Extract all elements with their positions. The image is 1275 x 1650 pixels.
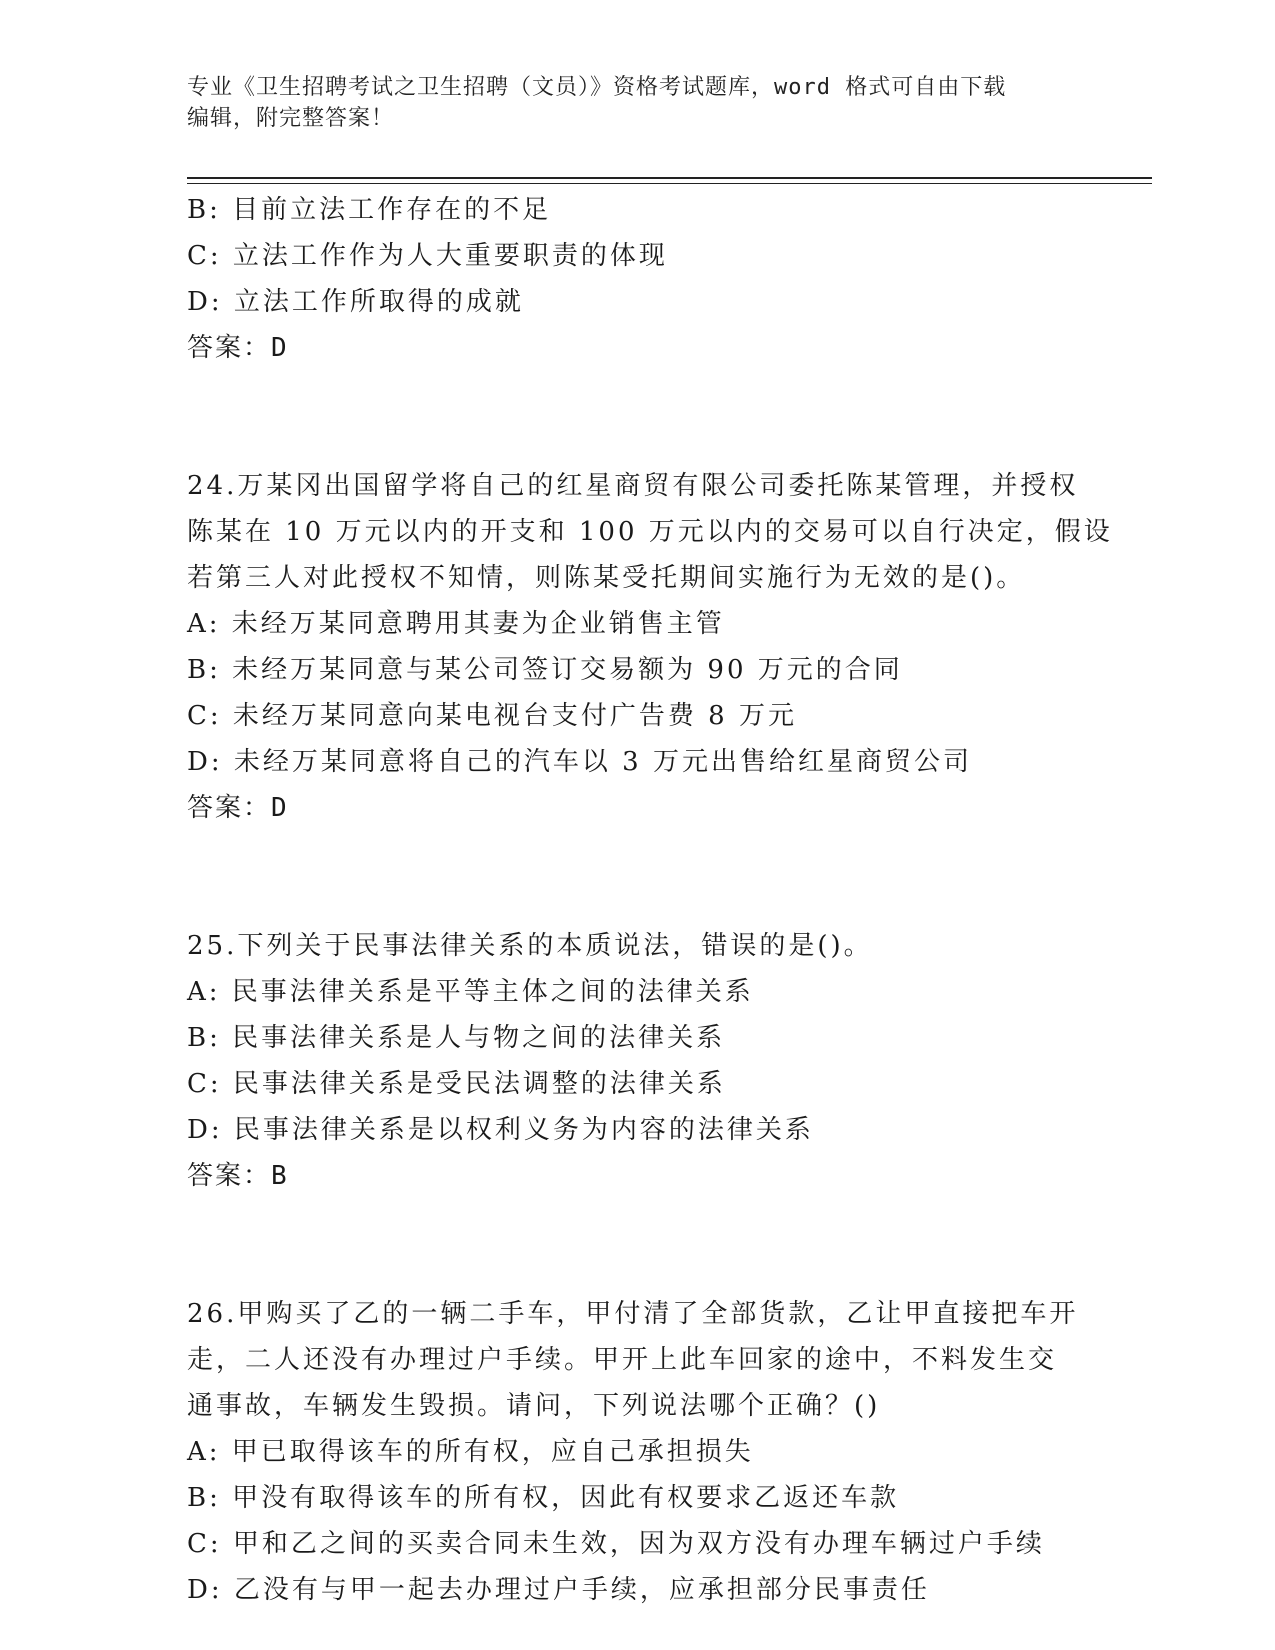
option-b: B: 未经万某同意与某公司签订交易额为 90 万元的合同 — [187, 655, 903, 685]
question-26 — [187, 1291, 1087, 1613]
header-line-2: 编辑，附完整答案！ — [187, 106, 395, 131]
option-b: B: 目前立法工作存在的不足 — [187, 195, 552, 225]
option-d: D: 未经万某同意将自己的汽车以 3 万元出售给红星商贸公司 — [187, 747, 972, 777]
document-header — [187, 72, 1067, 134]
option-a: A: 未经万某同意聘用其妻为企业销售主管 — [187, 609, 725, 639]
question-list — [187, 187, 1113, 1613]
option-c: C: 甲和乙之间的买卖合同未生效，因为双方没有办理车辆过户手续 — [187, 1529, 1045, 1559]
answer-line: 答案：D — [187, 333, 289, 363]
answer-line: 答案：B — [187, 1161, 289, 1191]
question-gap — [187, 371, 1087, 463]
header-divider-thin — [187, 183, 1152, 184]
option-c: C: 民事法律关系是受民法调整的法律关系 — [187, 1069, 726, 1099]
option-d: D: 立法工作所取得的成就 — [187, 287, 524, 317]
question-24 — [187, 463, 1113, 831]
question-stem-line: 走，二人还没有办理过户手续。甲开上此车回家的途中，不料发生交 — [187, 1345, 1058, 1375]
option-a: A: 甲已取得该车的所有权，应自己承担损失 — [187, 1437, 754, 1467]
question-23 — [187, 187, 1087, 371]
question-gap — [187, 831, 1087, 923]
header-line-1: 专业《卫生招聘考试之卫生招聘（文员）》资格考试题库，word 格式可自由下载 — [187, 75, 1007, 100]
question-stem-line: 25.下列关于民事法律关系的本质说法，错误的是()。 — [187, 931, 873, 961]
question-stem-line: 陈某在 10 万元以内的开支和 100 万元以内的交易可以自行决定，假设 — [187, 517, 1113, 547]
header-divider-thick — [187, 177, 1152, 179]
question-gap — [187, 1199, 1087, 1291]
option-d: D: 民事法律关系是以权利义务为内容的法律关系 — [187, 1115, 814, 1145]
option-c: C: 未经万某同意向某电视台支付广告费 8 万元 — [187, 701, 797, 731]
answer-line: 答案：D — [187, 793, 289, 823]
option-b: B: 甲没有取得该车的所有权，因此有权要求乙返还车款 — [187, 1483, 900, 1513]
question-stem-line: 26.甲购买了乙的一辆二手车，甲付清了全部货款，乙让甲直接把车开 — [187, 1299, 1079, 1329]
question-25 — [187, 923, 1087, 1199]
question-stem-line: 24.万某冈出国留学将自己的红星商贸有限公司委托陈某管理，并授权 — [187, 471, 1079, 501]
option-a: A: 民事法律关系是平等主体之间的法律关系 — [187, 977, 754, 1007]
option-b: B: 民事法律关系是人与物之间的法律关系 — [187, 1023, 726, 1053]
question-stem-line: 通事故，车辆发生毁损。请问，下列说法哪个正确？() — [187, 1391, 881, 1421]
question-stem-line: 若第三人对此授权不知情，则陈某受托期间实施行为无效的是()。 — [187, 563, 1026, 593]
option-c: C: 立法工作作为人大重要职责的体现 — [187, 241, 668, 271]
option-d: D: 乙没有与甲一起去办理过户手续，应承担部分民事责任 — [187, 1575, 930, 1605]
